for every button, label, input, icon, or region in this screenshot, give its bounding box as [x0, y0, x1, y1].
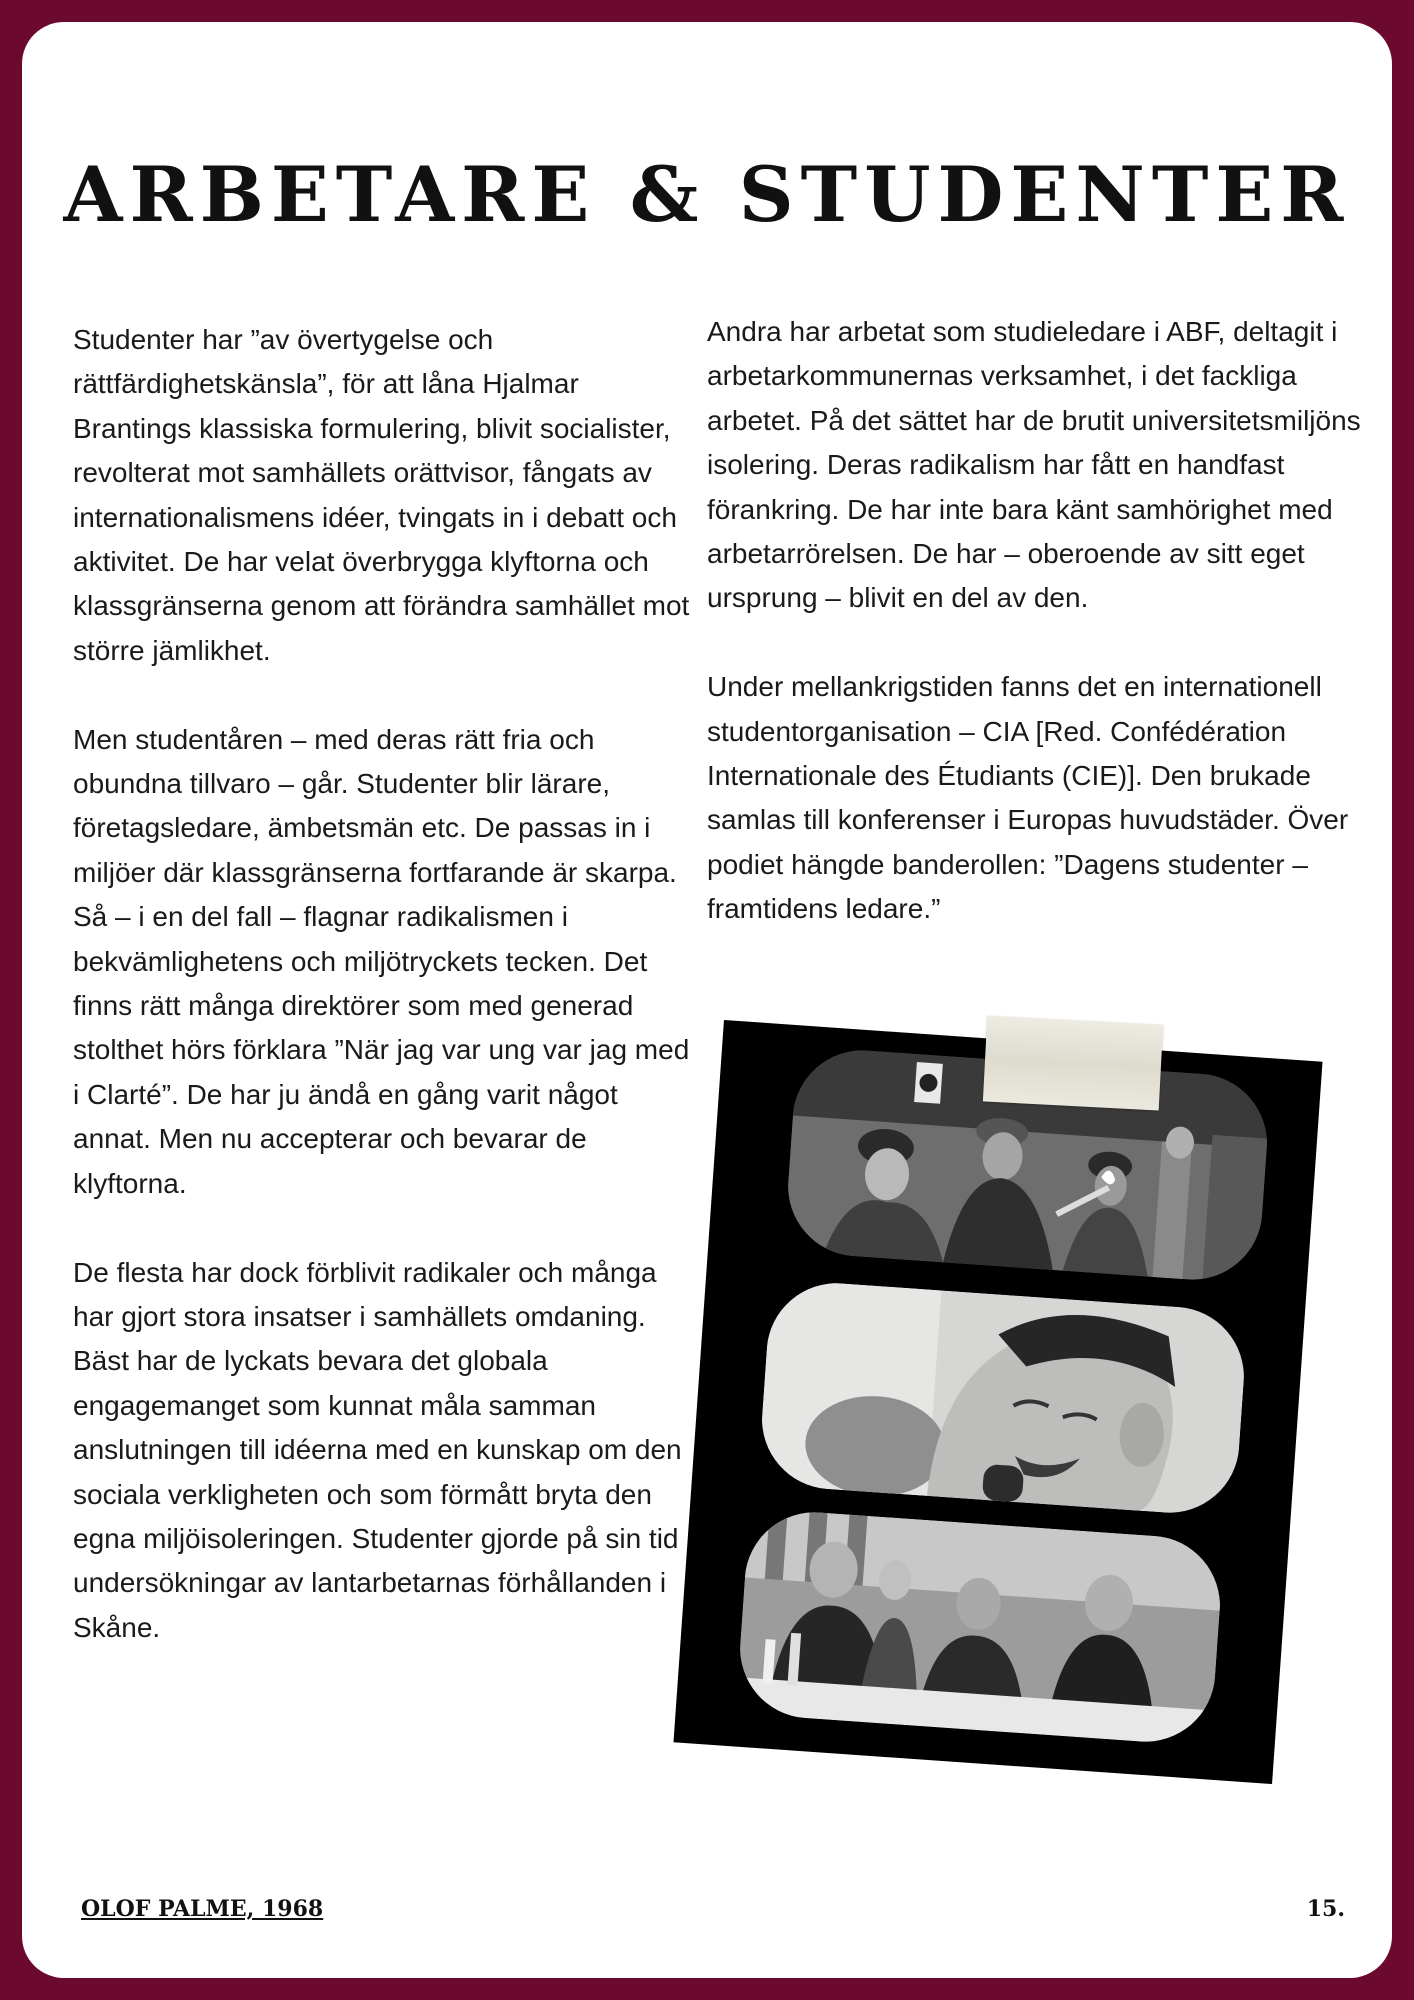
- tape-strip: [983, 1015, 1163, 1110]
- page-number: 15.: [1306, 1896, 1345, 1922]
- left-column: [73, 318, 693, 1695]
- left-paragraph-3: De flesta har dock förblivit radikaler och många har gjort stora insatser i samhällets omdaning. Bäst har de lyckats bevara det globala engagemanget som kunnat måla samman anslutningen till idéerna med en kunskap om den sociala verkligheten och som förmått bryta den egna miljöisoleringen. Studenter gjorde på sin tid undersökningar av lantarbetarnas förhållanden i Skåne.: [73, 1256, 682, 1643]
- footer-source: OLOF PALME, 1968: [81, 1896, 324, 1922]
- left-paragraph-2: Men studentåren – med deras rätt fria och obundna tillvaro – går. Studenter blir lärare, företagsledare, ämbetsmän etc. De passas in i miljöer där klassgränserna fortfarande är skarpa. Så – i en del fall – flagnar radikalismen i bekvämlighetens och miljötryckets tecken. Det finns rätt många direktörer som med generad stolthet hörs förklara ”När jag var ung var jag med i Clarté”. De har ju ändå en gång varit något annat. Men nu accepterar och bevarar de klyftorna.: [73, 723, 690, 1199]
- right-column: [707, 310, 1367, 976]
- page-title: ARBETARE & STUDENTER: [63, 150, 1351, 239]
- right-paragraph-2: Under mellankrigstiden fanns det en internationell studentorganisation – CIA [Red. Confédération Internationale des Étudiants (CIE)]. Den brukade samlas till konferenser i Europas huvudstäder. Över podiet hängde banderollen: ”Dagens studenter – framtidens ledare.”: [707, 671, 1349, 925]
- left-paragraph-1: Studenter har ”av övertygelse och rättfärdighetskänsla”, för att låna Hjalmar Brantings klassiska formulering, blivit socialister, revolterat mot samhällets orättvisor, fångats av internationalismens idéer, tvingats in i debatt och aktivitet. De har velat överbrygga klyftorna och klassgränserna genom att förändra samhället mot större jämlikhet.: [73, 324, 690, 666]
- photo-conference-table: [735, 1508, 1224, 1747]
- right-paragraph-1: Andra har arbetat som studieledare i ABF, deltagit i arbetarkommunernas verksamhet, i det fackliga arbetet. På det sättet har de brutit universitetsmiljöns isolering. Deras radikalism har fått en handfast förankring. De har inte bara känt samhörighet med arbetarrörelsen. De har – oberoende av sitt eget ursprung – blivit en del av den.: [707, 316, 1361, 614]
- photo-speaker-closeup: [757, 1279, 1248, 1518]
